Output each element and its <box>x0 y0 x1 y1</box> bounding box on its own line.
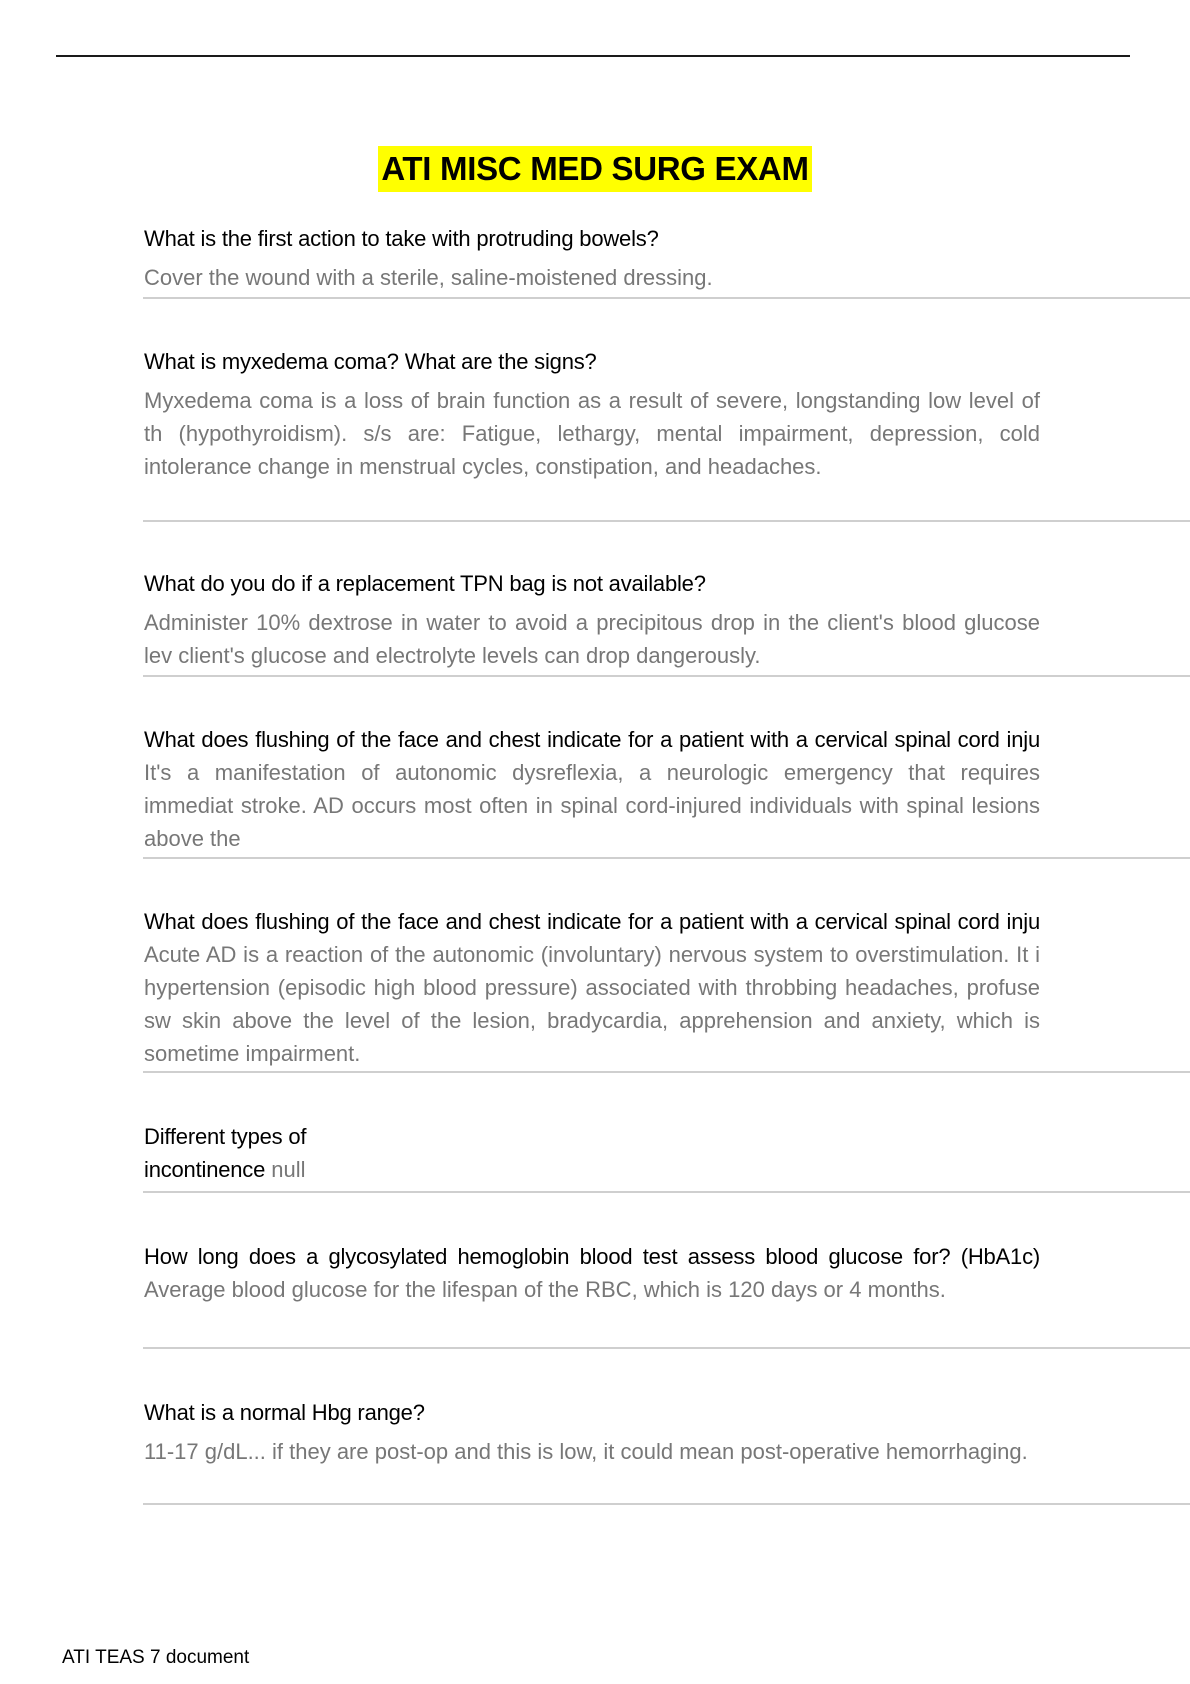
divider-2 <box>143 520 1190 522</box>
question-4: What does flushing of the face and chest indicate for a patient with a cervical spinal cord inju <box>144 727 1040 752</box>
answer-8: 11-17 g/dL... if they are post-op and this is low, it could mean post-operative hemorrhaging. <box>144 1439 1028 1464</box>
qa-item-7 <box>144 1240 1040 1306</box>
question-8: What is a normal Hbg range? <box>144 1400 425 1425</box>
divider-4 <box>143 857 1190 859</box>
qa-item-8 <box>144 1396 1040 1468</box>
qa-item-3 <box>144 567 1040 672</box>
question-7: How long does a glycosylated hemoglobin blood test assess blood glucose for? (HbA1c) <box>144 1244 1040 1269</box>
qa-item-4 <box>144 723 1040 855</box>
answer-1: Cover the wound with a sterile, saline-moistened dressing. <box>144 265 713 290</box>
answer-6: null <box>271 1157 306 1182</box>
question-5: What does flushing of the face and chest indicate for a patient with a cervical spinal cord inju <box>144 909 1040 934</box>
question-6-line2: incontinence <box>144 1157 266 1182</box>
answer-3: Administer 10% dextrose in water to avoid a precipitous drop in the client's blood glucose lev client's glucose and electrolyte levels can drop dangerously. <box>144 610 1040 668</box>
answer-4: It's a manifestation of autonomic dysreflexia, a neurologic emergency that requires immediat stroke. AD occurs most often in spinal cord-injured individuals with spinal lesions above the <box>144 760 1040 851</box>
divider-8 <box>143 1503 1190 1505</box>
question-1: What is the first action to take with protruding bowels? <box>144 226 659 251</box>
divider-1 <box>143 297 1190 299</box>
qa-item-1 <box>144 222 1040 294</box>
answer-2: Myxedema coma is a loss of brain function as a result of severe, longstanding low level of th (hypothyroidism). s/s are: Fatigue, lethargy, mental impairment, depression, cold intolerance change in menstrual cycles, constipation, and headaches. <box>144 388 1040 479</box>
qa-item-6 <box>144 1120 1040 1186</box>
divider-3 <box>143 675 1190 677</box>
divider-6 <box>143 1191 1190 1193</box>
header-rule <box>56 55 1130 57</box>
question-6-line1: Different types of <box>144 1124 307 1149</box>
question-3: What do you do if a replacement TPN bag is not available? <box>144 571 706 596</box>
document-title: ATI MISC MED SURG EXAM <box>378 146 811 192</box>
divider-7 <box>143 1347 1190 1349</box>
question-2: What is myxedema coma? What are the signs? <box>144 349 597 374</box>
footer-text: ATI TEAS 7 document <box>62 1647 250 1668</box>
answer-5: Acute AD is a reaction of the autonomic (involuntary) nervous system to overstimulation. It i hypertension (episodic high blood pressure) associated with throbbing headaches, profuse sw skin above the level of the lesion, bradycardia, apprehension and anxiety, which is sometime impairment. <box>144 942 1040 1066</box>
divider-5 <box>143 1071 1190 1073</box>
title-container <box>0 146 1190 192</box>
qa-item-5 <box>144 905 1040 1070</box>
qa-item-2 <box>144 345 1040 483</box>
answer-7: Average blood glucose for the lifespan of the RBC, which is 120 days or 4 months. <box>144 1277 946 1302</box>
